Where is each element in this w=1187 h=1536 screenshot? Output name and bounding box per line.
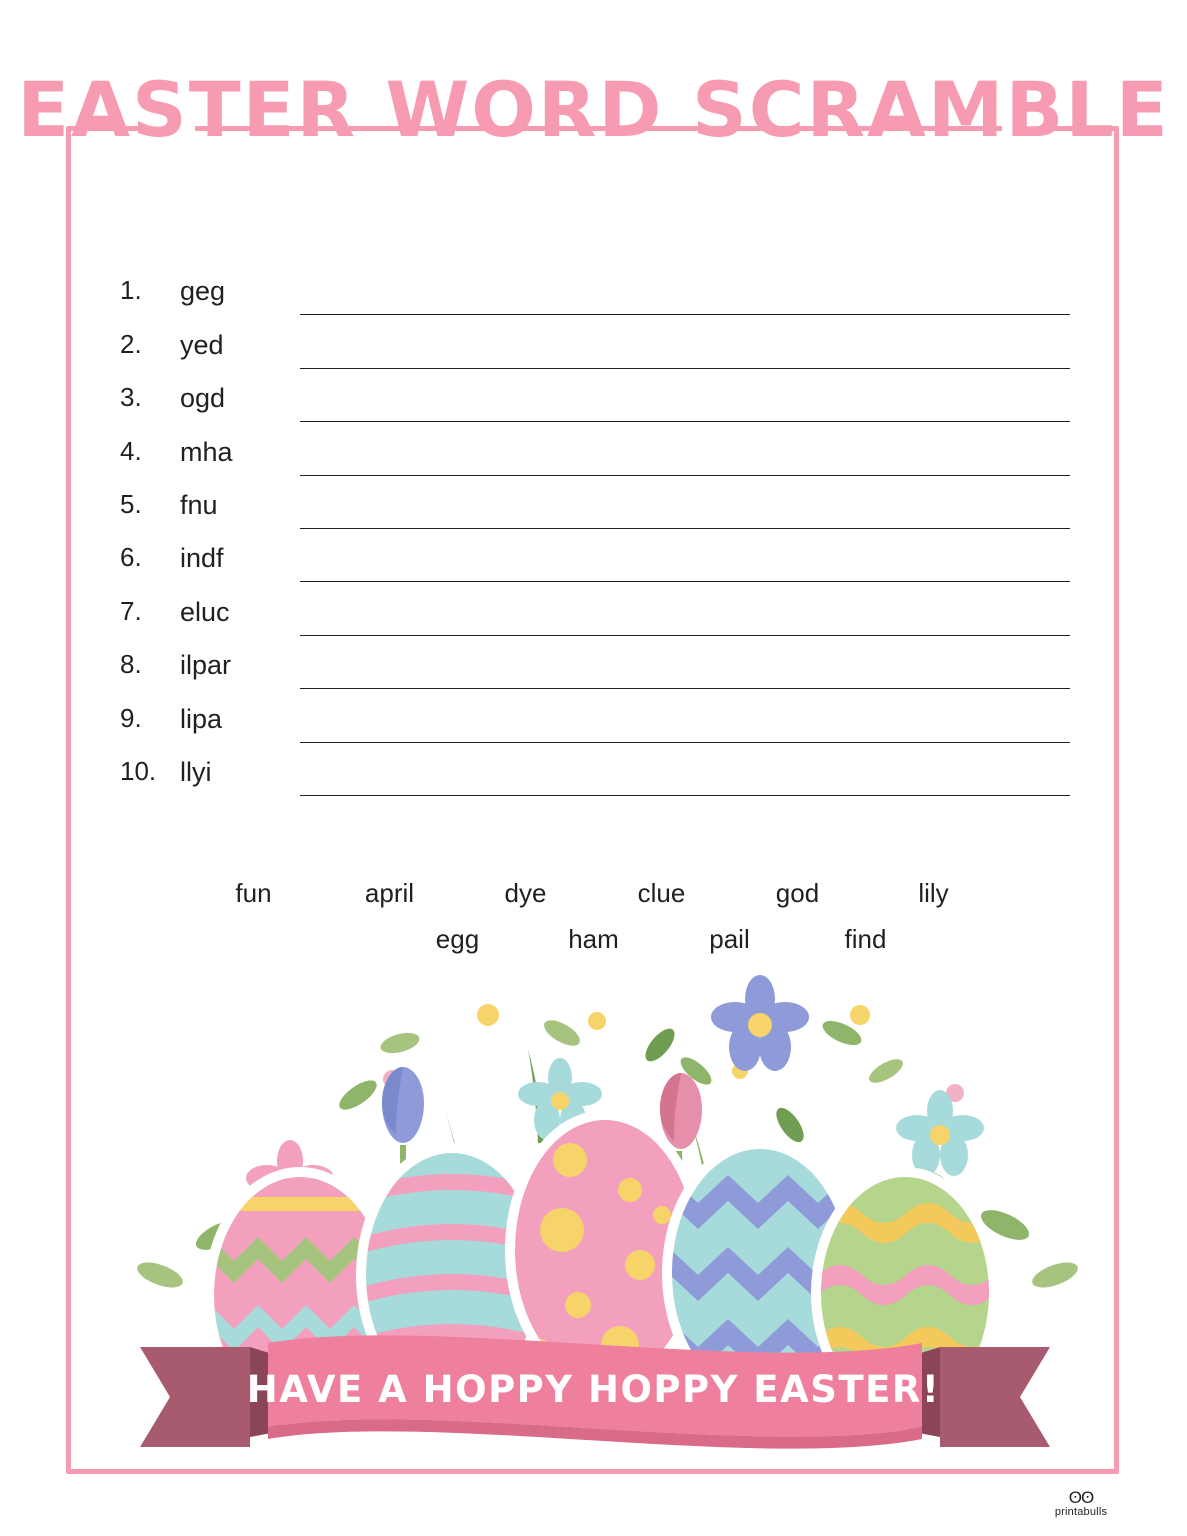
list-item <box>120 529 1070 582</box>
list-item <box>120 582 1070 635</box>
answer-blank-8[interactable] <box>300 636 1070 689</box>
word-bank-item: egg <box>435 924 480 954</box>
word-bank-item: ham <box>568 924 619 954</box>
scrambled-word: yed <box>180 329 224 360</box>
answer-blank-7[interactable] <box>300 582 1070 635</box>
item-number: 9. <box>120 702 142 733</box>
item-number: 4. <box>120 435 142 466</box>
list-item <box>120 689 1070 742</box>
word-bank-item: fun <box>235 878 272 908</box>
scrambled-word: llyi <box>180 756 212 787</box>
easter-eggs-graphic <box>100 975 1090 1495</box>
item-number: 2. <box>120 328 142 359</box>
item-number: 6. <box>120 542 142 573</box>
item-number: 5. <box>120 488 142 519</box>
item-number: 1. <box>120 275 142 306</box>
scrambled-word: eluc <box>180 596 230 627</box>
item-number: 7. <box>120 595 142 626</box>
list-item <box>120 422 1070 475</box>
easter-illustration <box>100 975 1090 1495</box>
scrambled-word: fnu <box>180 489 218 520</box>
word-bank-item: lily <box>918 878 949 908</box>
scrambled-word: indf <box>180 543 224 574</box>
answer-blank-4[interactable] <box>300 422 1070 475</box>
answer-blank-5[interactable] <box>300 476 1070 529</box>
word-bank-item: april <box>364 878 415 908</box>
bulldog-icon: ʘʘ <box>1068 1488 1094 1507</box>
word-bank <box>0 870 1187 962</box>
scrambled-word: ilpar <box>180 650 232 681</box>
answer-blank-3[interactable] <box>300 369 1070 422</box>
answer-blank-1[interactable] <box>300 262 1070 315</box>
page-title: EASTER WORD SCRAMBLE <box>17 65 1170 154</box>
item-number: 8. <box>120 649 142 680</box>
word-bank-item: dye <box>504 878 547 908</box>
item-number: 10. <box>120 755 157 786</box>
item-number: 3. <box>120 382 142 413</box>
list-item <box>120 636 1070 689</box>
word-bank-row-1 <box>0 870 1187 916</box>
scrambled-word: geg <box>180 276 226 307</box>
scrambled-word: mha <box>180 436 233 467</box>
list-item <box>120 262 1070 315</box>
word-bank-item: clue <box>637 878 686 908</box>
flower-purple-top <box>711 975 809 1071</box>
word-bank-row-2 <box>0 916 1187 962</box>
word-bank-item: pail <box>709 924 750 954</box>
scrambled-word: ogd <box>180 383 226 414</box>
answer-blank-6[interactable] <box>300 529 1070 582</box>
scrambled-word: lipa <box>180 703 223 734</box>
banner-ribbon <box>140 1335 1050 1448</box>
word-bank-item: find <box>844 924 887 954</box>
answer-blank-2[interactable] <box>300 315 1070 368</box>
list-item <box>120 476 1070 529</box>
flower-mint-right <box>896 1090 984 1176</box>
word-bank-item: god <box>775 878 820 908</box>
list-item <box>120 369 1070 422</box>
printabulls-logo <box>1021 1490 1141 1518</box>
banner-message: HAVE A HOPPY HOPPY EASTER! <box>246 1368 941 1411</box>
list-item <box>120 315 1070 368</box>
brand-name: printabulls <box>1054 1506 1108 1518</box>
scramble-list <box>120 262 1070 796</box>
answer-blank-9[interactable] <box>300 689 1070 742</box>
answer-blank-10[interactable] <box>300 743 1070 796</box>
list-item <box>120 743 1070 796</box>
